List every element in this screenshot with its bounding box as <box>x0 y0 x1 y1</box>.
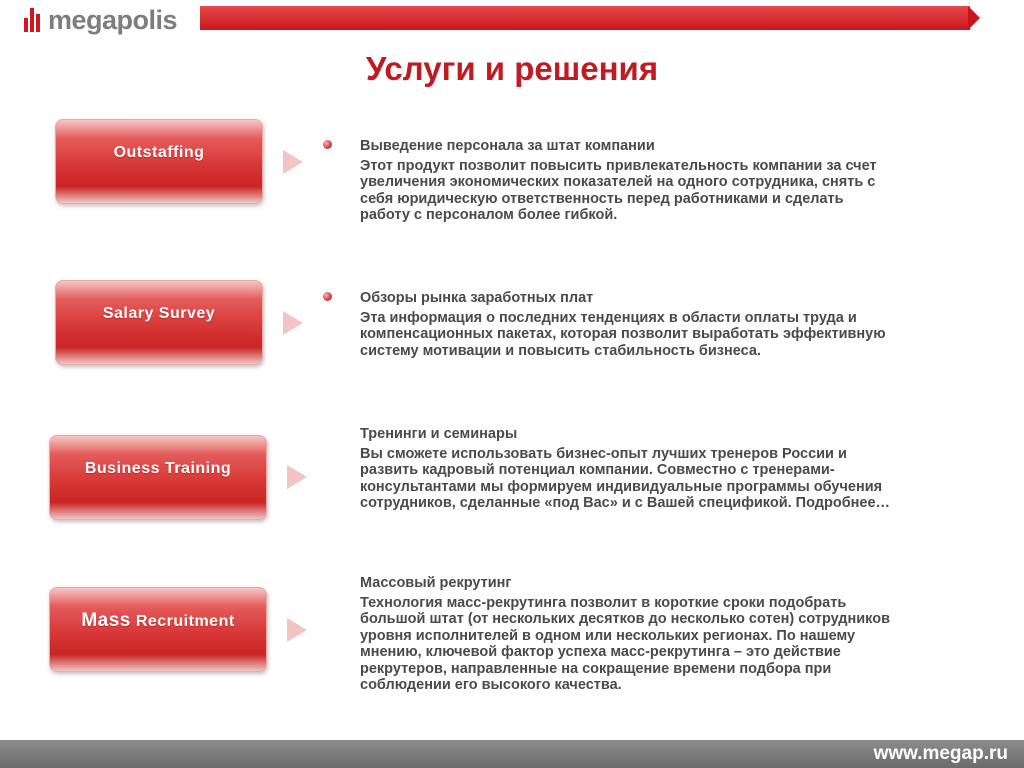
salary-survey-section <box>360 290 990 359</box>
mass-recruitment-button[interactable] <box>49 587 267 672</box>
megapolis-logo[interactable] <box>24 4 177 36</box>
section-line: Вы сможете использовать бизнес-опыт лучших тренеров России и <box>360 445 847 462</box>
page-title: Услуги и решения <box>365 50 659 87</box>
section-line: большой штат (от нескольких десятков до несколько сотен) сотрудников <box>360 611 891 627</box>
section-line: сотрудников, сделанные «под Вас» и с Вашей спецификой. Подробнее… <box>360 495 891 511</box>
business-training-button-label: Business Training <box>84 459 232 477</box>
business-training-button[interactable] <box>49 435 267 520</box>
chevron-right-icon <box>283 311 303 335</box>
bullet-icon <box>323 140 332 149</box>
section-heading: Выведение персонала за штат компании <box>360 138 655 154</box>
section-line: себя юридическую ответственность перед работниками и сделать <box>360 190 844 207</box>
chevron-right-icon <box>287 618 307 642</box>
mass-recruitment-button-label-big: Mass <box>81 609 131 631</box>
outstaffing-section <box>360 138 990 224</box>
mass-recruitment-section <box>360 575 990 694</box>
section-line: работу с персоналом более гибкой. <box>360 207 618 223</box>
section-line: Этот продукт позволит повысить привлекательность компании за счет <box>360 157 877 174</box>
header-bar <box>200 6 970 30</box>
section-line: развить кадровый потенциал компании. Совместно с тренерами- <box>360 462 835 478</box>
section-line: увеличения экономических показателей на одного сотрудника, снять с <box>360 174 876 190</box>
salary-survey-button-label: Salary Survey <box>102 304 216 322</box>
website-link[interactable]: www.megap.ru <box>873 743 1008 764</box>
outstaffing-button-label: Outstaffing <box>113 143 205 161</box>
section-line: консультантами мы формируем индивидуальные программы обучения <box>360 478 883 495</box>
business-training-section <box>360 426 990 512</box>
mass-recruitment-button-label <box>81 610 234 632</box>
chevron-right-icon <box>287 465 307 489</box>
header-arrow-decoration <box>968 6 980 30</box>
bullet-icon <box>323 292 332 301</box>
mass-recruitment-button-label-rest: Recruitment <box>135 612 235 630</box>
outstaffing-button[interactable] <box>55 119 263 204</box>
section-line: Технология масс-рекрутинга позволит в короткие сроки подобрать <box>360 594 847 611</box>
section-line: компенсационных пакетах, которая позволит выработать эффективную <box>360 326 886 342</box>
logo-text: megapolis <box>48 4 178 35</box>
section-line: Эта информация о последних тенденциях в области оплаты труда и <box>360 309 857 326</box>
section-line: рекрутеров, направленные на сокращение времени подбора при <box>360 660 832 677</box>
logo-bars-icon <box>24 8 42 32</box>
section-heading: Массовый рекрутинг <box>360 575 512 591</box>
section-heading: Обзоры рынка заработных плат <box>360 290 594 306</box>
section-line: уровня исполнителей в одном или нескольких регионах. По нашему <box>360 627 856 644</box>
salary-survey-button[interactable] <box>55 280 263 365</box>
footer-bar <box>0 740 1024 768</box>
section-line: соблюдении его высокого качества. <box>360 677 622 693</box>
section-heading: Тренинги и семинары <box>360 426 518 442</box>
section-line: мнению, ключевой фактор успеха масс-рекрутинга – это действие <box>360 644 841 660</box>
section-line: систему мотивации и повысить стабильность бизнеса. <box>360 342 761 359</box>
chevron-right-icon <box>283 150 303 174</box>
